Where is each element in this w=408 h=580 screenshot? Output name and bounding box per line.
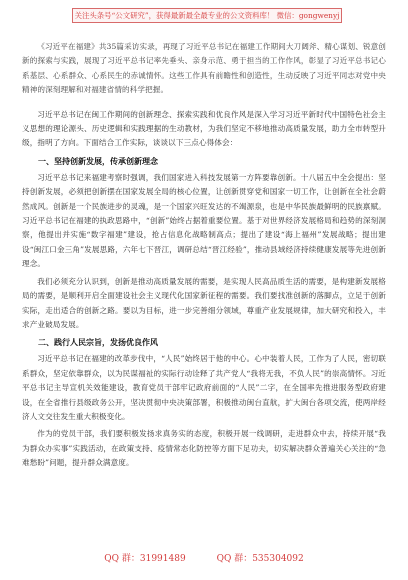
body-paragraph: 习近平总书记在福建的改革步伐中，“人民”始终居于他的中心。心中装着人民，工作为了人民，密切联系群众，坚定依靠群众，以为民谋福祉的实际行动诠释了共产党人“我将无我，不负人民”的崇高情怀。习近平总书记主导宣机关效能建设，教育党员干部牢记政府前面的“人民”二字，在全国率先推进服务型政府建设，在全省推行县级政务公开，坚决贯彻中央决策部署，积极推动闽台直航，扩大闽台各项交流，使两岸经济人文交往发生重大积极变化。 [22, 354, 386, 421]
qq-group-1: QQ 群：31991489 [104, 554, 186, 564]
intro-paragraph: 《习近平在福建》共35篇采访实录，再现了习近平总书记在福建工作期间大刀阔斧、精心谋划、锐意创新的探索与实践，展现了习近平总书记率先垂头、亲身示范、勇于担当的工作作风，彰显了习近平总书记心系基层、心系群众、心系民生的赤诚情怀。这些工作具有前瞻性和创造性，生动反映了习近平同志对党中央精神的深刻理解和对福建省情的科学把握。 [22, 42, 386, 95]
article-body [22, 40, 386, 474]
body-paragraph: 我们必须充分认识到，创新是推动高质量发展的需要，是实现人民高品质生活的需要，是构建新发展格局的需要，是顺利开启全面建设社会主义现代化国家新征程的需要。我们要找准创新的落脚点，立足于创新实际，走出适合的创新之路。要以为目标，进一步完善细分领域，尊重产业发展规律，加大研究和投入，丰求产业破局发展。 [22, 276, 386, 329]
promo-banner: 关注头条号“公文研究”，获得最新最全最专业的公文资料库！ 微信：gongwenyj [72, 8, 342, 23]
body-paragraph: 习近平总书记在闽工作期间的创新理念、探索实践和优良作风是深入学习习近平新时代中国特色社会主义思想的理论源头、历史逻辑和实践理据的生动教材，为我们坚定不移地推动高质量发展，助力全市转型升级，指明了方向。下面结合工作实际，谈谈以下三点心得体会： [22, 109, 386, 148]
qq-group-2: QQ 群：535304092 [216, 554, 304, 564]
body-paragraph: 作为的党员干部，我们要积极发扬求真务实的态度，积极开展一线调研，走进群众中去，持续开展“我为群众办实事”实践活动，在政策支持、疫情常态化防控等方面下足功夫，切实解决群众普遍关心关注的“急难愁盼”问题，提升群众满意度。 [22, 429, 386, 468]
contact-footer [0, 552, 408, 566]
section-heading: 二、践行人民宗旨，发扬优良作风 [38, 337, 158, 348]
body-paragraph: 习近平总书记来福建考察时强调，我们国家进入科技发展第一方阵要靠创新。十八届五中全会提出：坚持创新发展，必须把创新摆在国家发展全局的核心位置，让创新贯穿党和国家一切工作，让创新在全社会蔚然成风。创新是一个民族进步的灵魂，是一个国家兴旺发达的不竭源泉，也是中华民族最鲜明的民族禀赋。习近平总书记在福建的执政思路中，“创新”始终占据着重要位置。基于对世界经济发展格局和趋势的深刻洞察，他提出并实施“数字福建”建设，抢占信息化战略制高点；提出了建设“海上福州”发展战略；提出建设“闽江口金三角”发展思路，六年七下晋江，调研总结“晋江经验”，推动县域经济持续健康发展等先进创新理念。 [22, 172, 386, 269]
section-heading: 一、坚持创新发展，传承创新理念 [38, 155, 158, 166]
